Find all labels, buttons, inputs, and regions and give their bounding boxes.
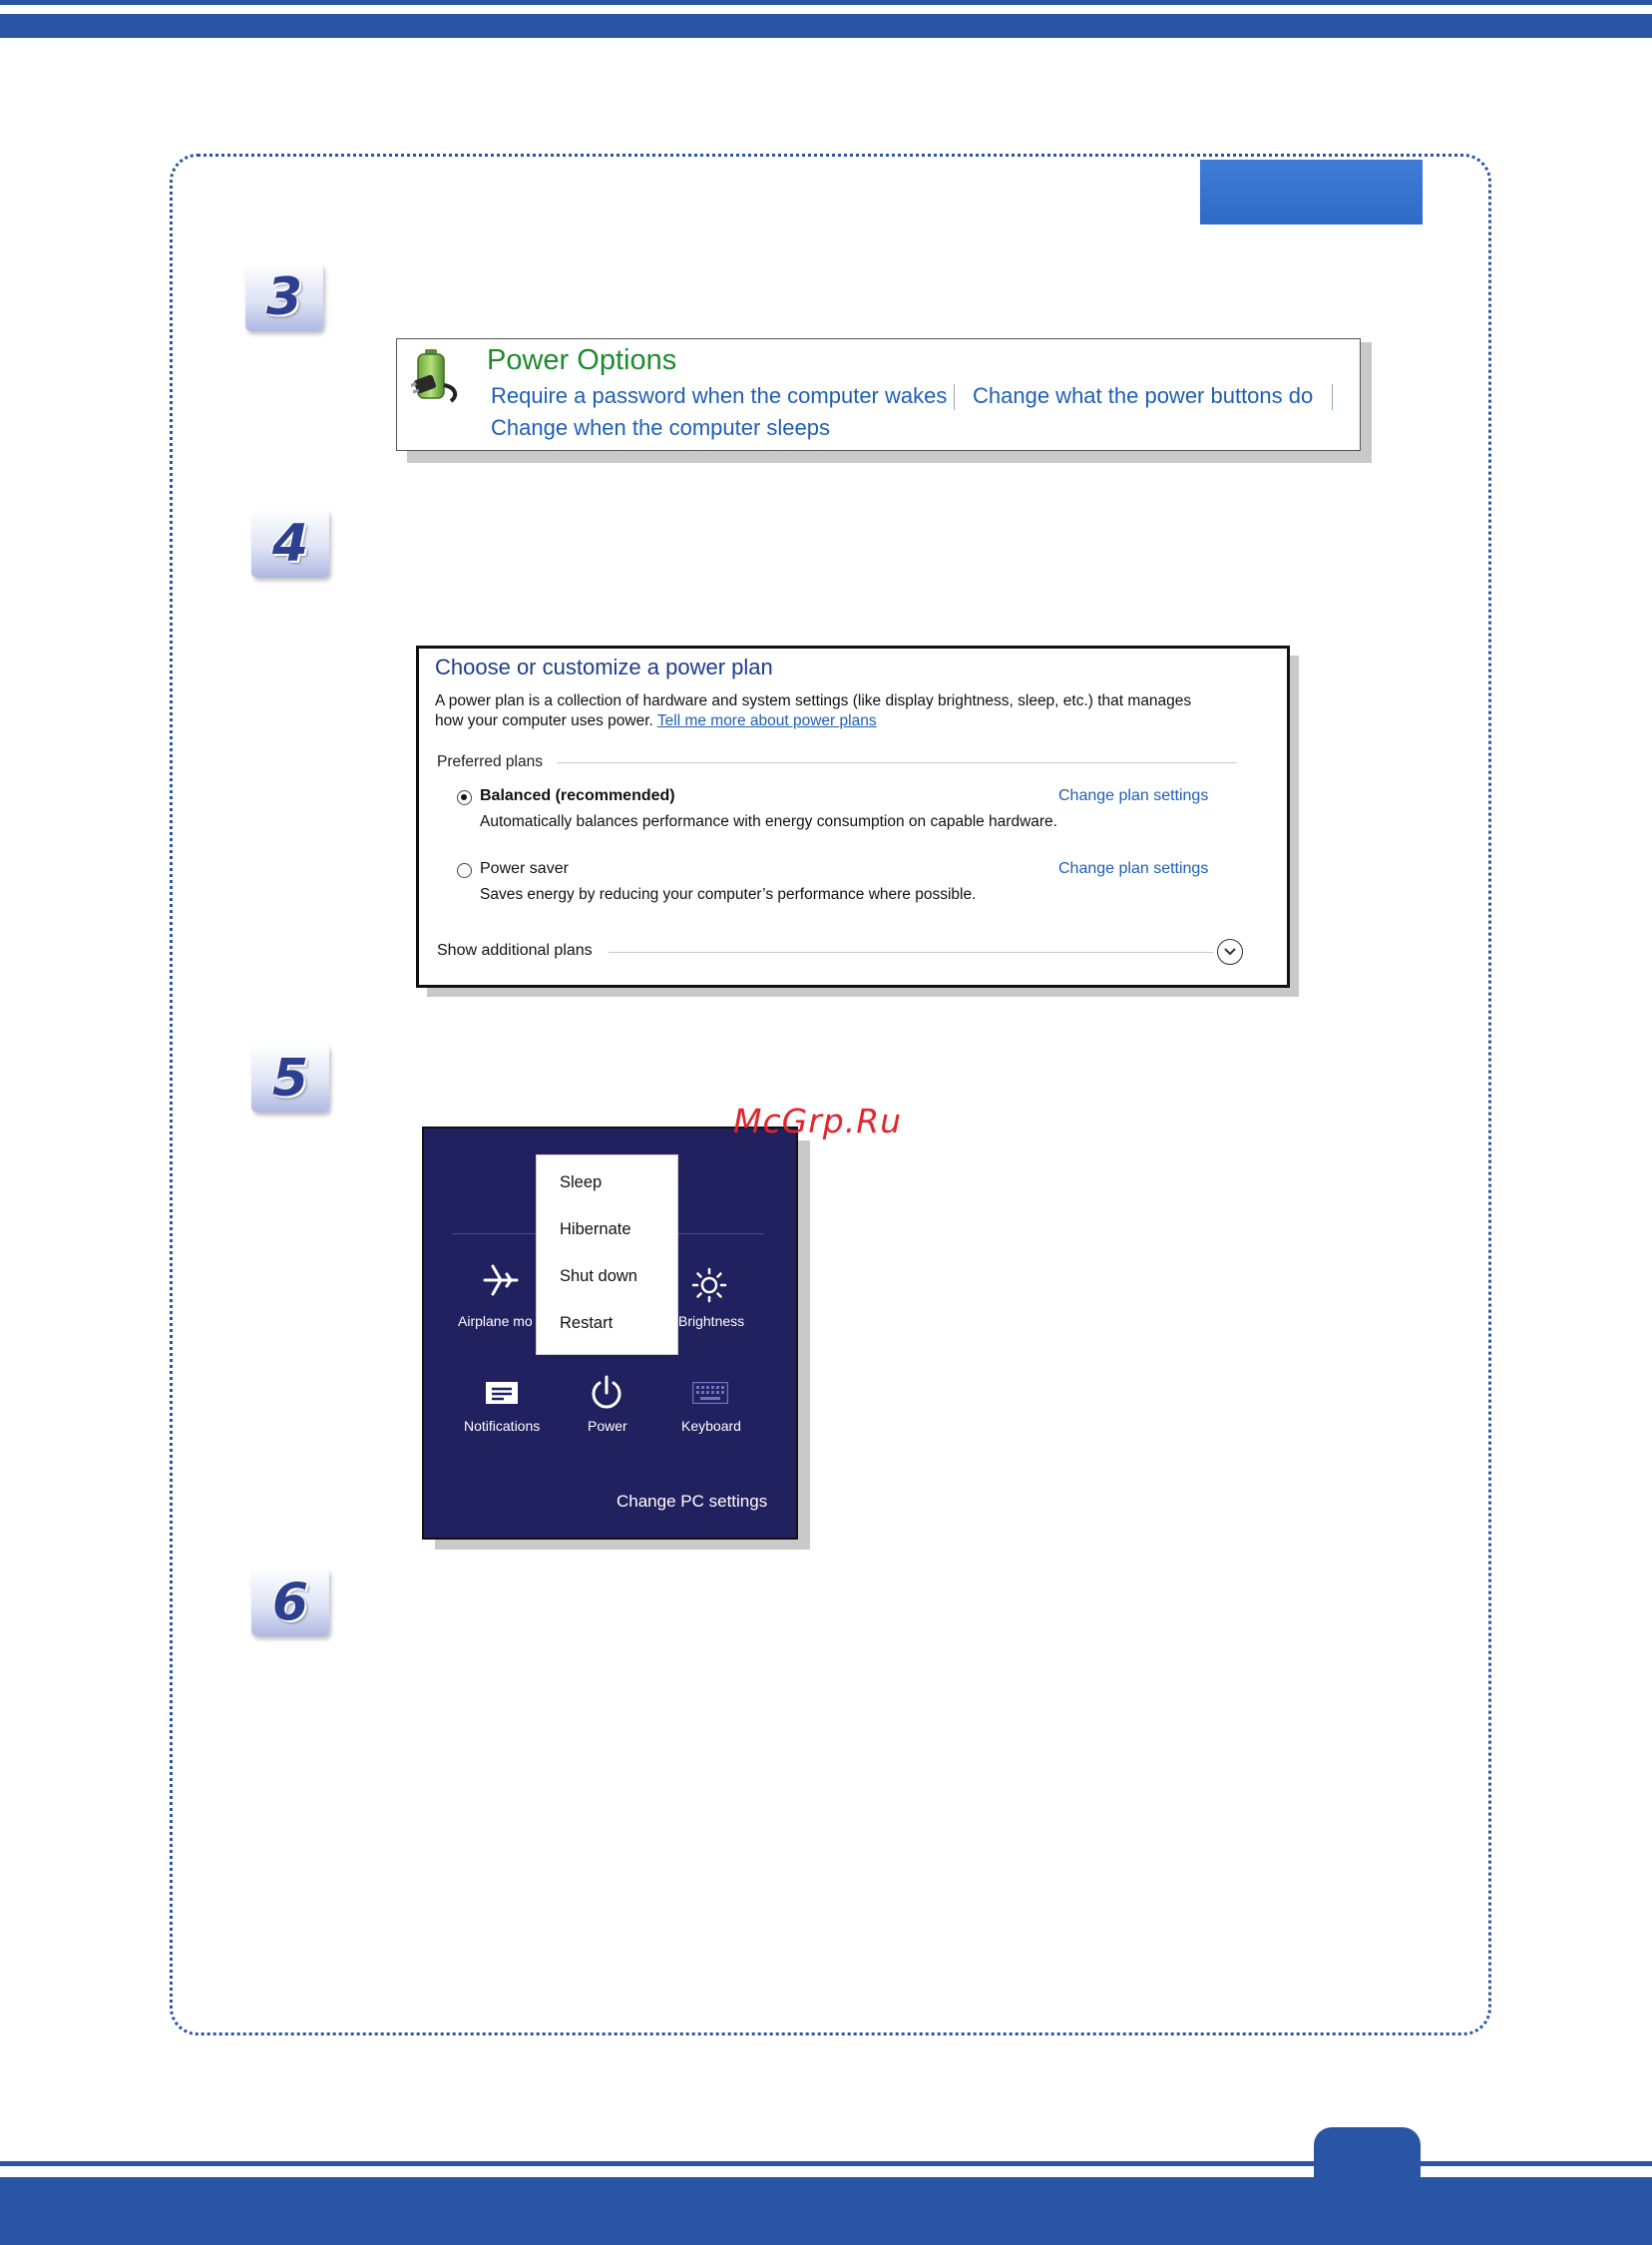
step-number: 3 (265, 267, 303, 327)
step-number: 6 (271, 1572, 309, 1632)
power-label: Power (588, 1418, 627, 1434)
header-line (0, 0, 1652, 5)
tell-me-more-link[interactable]: Tell me more about power plans (656, 712, 877, 729)
restart-menu-item[interactable]: Restart (560, 1314, 614, 1332)
balanced-plan-description: Automatically balances performance with energy consumption on capable hardware. (480, 813, 1057, 830)
notifications-icon[interactable] (486, 1382, 518, 1406)
balanced-change-settings-link[interactable]: Change plan settings (1058, 787, 1209, 804)
show-additional-plans-label: Show additional plans (437, 942, 593, 959)
keyboard-icon[interactable] (692, 1382, 728, 1404)
power-icon[interactable] (590, 1375, 623, 1411)
section-tab (1200, 160, 1423, 224)
power-saver-plan-name: Power saver (480, 860, 569, 877)
airplane-mode-label: Airplane mo (458, 1313, 533, 1329)
require-password-link[interactable]: Require a password when the computer wakes (491, 383, 948, 408)
power-plan-title: Choose or customize a power plan (435, 655, 773, 679)
brightness-label: Brightness (678, 1313, 745, 1329)
description-text: how your computer uses power. (435, 712, 653, 729)
step-number: 4 (271, 514, 309, 574)
link-separator (1332, 384, 1333, 410)
step-4-badge (251, 510, 329, 578)
battery-plug-icon (411, 347, 467, 409)
notifications-label: Notifications (464, 1418, 541, 1434)
chevron-down-icon (1224, 948, 1236, 956)
balanced-radio[interactable] (457, 790, 472, 805)
preferred-plans-label: Preferred plans (437, 753, 543, 770)
hibernate-menu-item[interactable]: Hibernate (560, 1220, 631, 1238)
brightness-icon[interactable] (691, 1267, 727, 1303)
step-5-badge (251, 1045, 329, 1113)
step-6-badge (251, 1569, 329, 1636)
step-number: 5 (271, 1049, 309, 1109)
power-plan-description: A power plan is a collection of hardware and system settings (like display brightness, sleep, etc.) that manages (435, 692, 1192, 709)
power-plan-description-2 (435, 712, 877, 730)
airplane-icon[interactable] (483, 1262, 519, 1298)
keyboard-label: Keyboard (681, 1418, 741, 1434)
power-saver-radio[interactable] (457, 863, 472, 878)
divider (609, 952, 1213, 953)
footer-bar (0, 2177, 1652, 2245)
divider (557, 762, 1237, 763)
watermark: McGrp.Ru (733, 1102, 903, 1140)
power-saver-plan-description: Saves energy by reducing your computer’s performance where possible. (480, 886, 977, 903)
power-options-title: Power Options (487, 344, 677, 376)
shut-down-menu-item[interactable]: Shut down (560, 1267, 637, 1285)
link-separator (954, 384, 955, 410)
header-bar (0, 14, 1652, 38)
computer-sleeps-link[interactable]: Change when the computer sleeps (491, 415, 830, 440)
step-3-badge (245, 263, 323, 331)
power-buttons-link[interactable]: Change what the power buttons do (973, 383, 1314, 408)
sleep-menu-item[interactable]: Sleep (560, 1173, 603, 1191)
power-saver-change-settings-link[interactable]: Change plan settings (1058, 860, 1209, 877)
change-pc-settings-link[interactable]: Change PC settings (617, 1492, 768, 1511)
expand-plans-button[interactable] (1217, 939, 1243, 965)
balanced-plan-name: Balanced (recommended) (480, 787, 675, 804)
